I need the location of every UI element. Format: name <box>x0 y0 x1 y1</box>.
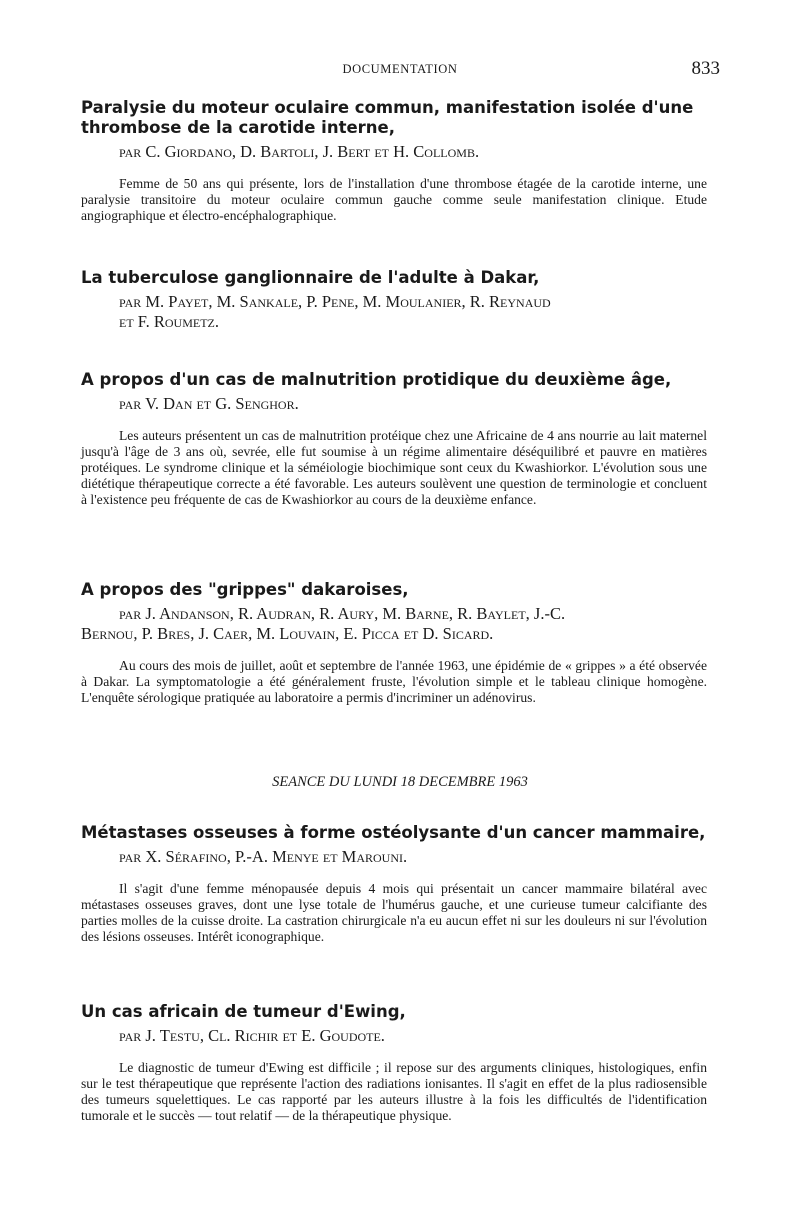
article-ewing <box>81 1002 707 1124</box>
article-title: A propos des "grippes" dakaroises, <box>81 580 409 599</box>
session-heading: SEANCE DU LUNDI 18 DECEMBRE 1963 <box>272 774 528 790</box>
page-number: 833 <box>691 58 720 79</box>
article-malnutrition <box>81 370 707 508</box>
article-authors: par V. Dan et G. Senghor. <box>119 394 299 413</box>
article-abstract: Le diagnostic de tumeur d'Ewing est difficile ; il repose sur des arguments cliniques, histologiques, enfin sur le test thérapeutique que représente l'action des radiations ionisantes. Il s'agit en effet de la plus radiosensible des tumeurs squelettiques. Le cas rapporté par les auteurs illustre à la fois les difficultés de l'identification tumorale et le succès — tout relatif — de la thérapeutique physique. <box>81 1060 707 1123</box>
article-title: A propos d'un cas de malnutrition protidique du deuxième âge, <box>81 370 672 389</box>
article-authors: par J. Testu, Cl. Richir et E. Goudote. <box>119 1026 385 1045</box>
article-abstract: Femme de 50 ans qui présente, lors de l'installation d'une thrombose étagée de la carotide interne, une paralysie transitoire du moteur oculaire commun gauche comme seule manifestation clinique. Etude angiographique et électro-encéphalographique. <box>81 176 707 223</box>
article-tuberculose <box>81 268 707 332</box>
article-title: Un cas africain de tumeur d'Ewing, <box>81 1002 406 1021</box>
article-title: Métastases osseuses à forme ostéolysante d'un cancer mammaire, <box>81 823 706 842</box>
article-paralysie <box>81 98 707 224</box>
article-abstract: Il s'agit d'une femme ménopausée depuis 4 mois qui présentait un cancer mammaire bilatéral avec métastases osseuses graves, dont une lyse totale de l'humérus gauche, et une curieuse tumeur calcifiante des parties molles de la cuisse droite. La castration chirurgicale n'a eu aucun effet ni sur les douleurs ni sur l'évolution des lésions osseuses. Intérêt iconographique. <box>81 881 707 944</box>
article-authors: par J. Andanson, R. Audran, R. Aury, M. Barne, R. Baylet, J.-C. <box>119 604 566 623</box>
article-abstract: Au cours des mois de juillet, août et septembre de l'année 1963, une épidémie de « grippes » a été observée à Dakar. La symptomatologie a été généralement fruste, l'évolution simple et le tableau clinique homogène. L'enquête sérologique pratiquée au laboratoire a permis d'incriminer un adénovirus. <box>81 658 707 705</box>
article-title: La tuberculose ganglionnaire de l'adulte à Dakar, <box>81 268 540 287</box>
article-authors: par M. Payet, M. Sankale, P. Pene, M. Moulanier, R. Reynaud <box>119 292 551 311</box>
article-metastases <box>81 823 707 945</box>
article-grippes <box>81 580 707 706</box>
article-authors: par X. Sérafino, P.-A. Menye et Marouni. <box>119 847 408 866</box>
article-authors-continued: Bernou, P. Bres, J. Caer, M. Louvain, E. Picca et D. Sicard. <box>81 624 494 643</box>
article-authors: par C. Giordano, D. Bartoli, J. Bert et H. Collomb. <box>119 142 480 161</box>
running-header <box>80 58 720 82</box>
article-title: Paralysie du moteur oculaire commun, manifestation isolée d'une thrombose de la carotide interne, <box>81 98 694 137</box>
article-abstract: Les auteurs présentent un cas de malnutrition protéique chez une Africaine de 4 ans nourrie au lait maternel jusqu'à l'âge de 3 ans où, sevrée, elle fut soumise à un régime alimentaire déséquilibré et pauvre en matières protéiques. Le syndrome clinique et la séméiologie biochimique sont ceux du Kwashiorkor. L'évolution sous une diététique thérapeutique correcte a été favorable. Les auteurs soulèvent une question de terminologie et concluent à l'existence peu fréquente de cas de Kwashiorkor au cours de la deuxième enfance. <box>81 428 707 507</box>
article-authors-continued: et F. Roumetz. <box>119 312 220 331</box>
running-title: DOCUMENTATION <box>342 62 458 76</box>
